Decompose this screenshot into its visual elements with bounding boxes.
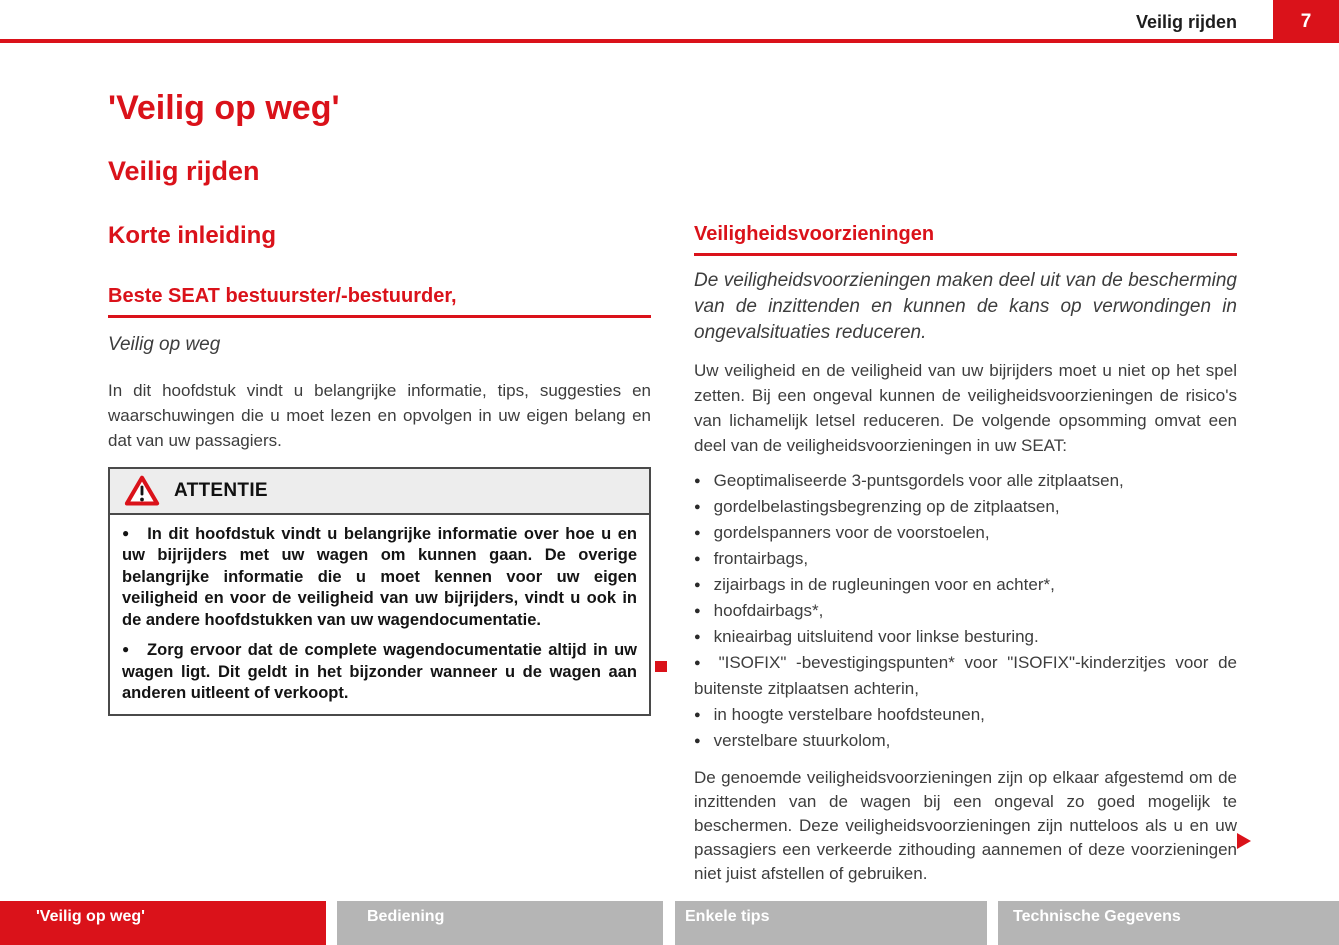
list-item-text: hoofdairbags*, <box>713 601 824 620</box>
list-item-text: gordelbelastingsbegrenzing op de zitplaatsen, <box>713 497 1060 516</box>
list-item-text: Geoptimaliseerde 3-puntsgordels voor alle zitplaatsen, <box>713 471 1124 490</box>
greeting-heading: Beste SEAT bestuurster/-bestuurder, <box>108 284 651 318</box>
list-item-text: frontairbags, <box>713 549 809 568</box>
list-item <box>694 494 1237 520</box>
attention-box-header <box>110 469 649 515</box>
footer-tab-technische-gegevens[interactable]: Technische Gegevens <box>998 901 1339 945</box>
attention-box <box>108 467 651 716</box>
bullet-dot <box>694 627 701 646</box>
list-item <box>694 468 1237 494</box>
footer-nav <box>0 901 1339 945</box>
bullet-dot <box>694 653 706 672</box>
bullet-dot <box>694 523 701 542</box>
intro-paragraph: In dit hoofdstuk vindt u belangrijke informatie, tips, suggesties en waarschuwingen die u moet lezen en opvolgen in uw eigen belang en dat van uw passagiers. <box>108 380 651 450</box>
list-item-text: zijairbags in de rugleuningen voor en achter*, <box>713 575 1055 594</box>
bullet-dot <box>694 497 701 516</box>
list-item <box>694 624 1237 650</box>
list-item-text: verstelbare stuurkolom, <box>713 731 891 750</box>
attention-title: ATTENTIE <box>174 479 268 501</box>
safety-feature-list <box>694 468 1237 754</box>
page-header-title: Veilig rijden <box>1135 12 1237 32</box>
list-item-text: gordelspanners voor de voorstoelen, <box>713 523 990 542</box>
bullet-dot <box>122 525 131 543</box>
list-item <box>694 572 1237 598</box>
bullet-dot <box>694 575 701 594</box>
list-item <box>694 650 1237 702</box>
chapter-title: 'Veilig op weg' <box>108 89 340 127</box>
attention-box-body <box>110 515 649 714</box>
lead-italic-left: Veilig op weg <box>108 333 221 355</box>
list-item <box>694 598 1237 624</box>
bullet-dot <box>694 549 701 568</box>
safety-paragraph-2: De genoemde veiligheidsvoorzieningen zijn op elkaar afgestemd om de inzittenden van de wagen bij een ongeval zo goed mogelijk te beschermen. Deze veiligheidsvoorzieningen zijn nutteloos als u en uw passagiers een verkeerde zithouding aannemen of deze voorzieningen niet juist afstellen of gebruiken. <box>694 768 1237 883</box>
attention-item <box>122 639 637 705</box>
list-item-text: in hoogte verstelbare hoofdsteunen, <box>713 705 985 724</box>
attention-item-text: In dit hoofdstuk vindt u belangrijke informatie over hoe u en uw bijrijders met uw wagen om kunnen gaan. De overige belangrijke informatie die u moet kennen voor uw eigen veiligheid en voor de veiligheid van uw bijrijders, vindt u ook in de andere hoofdstukken van uw wagendocumentatie. <box>122 524 637 629</box>
safety-paragraph-1: Uw veiligheid en de veiligheid van uw bijrijders moet u niet op het spel zetten. Bij een ongeval kunnen de veiligheidsvoorzieningen de risico's van lichamelijk letsel reduceren. De volgende opsomming omvat een deel van de veiligheidsvoorzieningen in uw SEAT: <box>694 361 1237 455</box>
footer-tab-veilig-op-weg[interactable]: 'Veilig op weg' <box>0 901 326 945</box>
right-column <box>694 222 1237 886</box>
safety-heading: Veiligheidsvoorzieningen <box>694 222 1237 256</box>
left-column <box>108 80 651 716</box>
warning-triangle-icon <box>124 475 160 507</box>
list-item <box>694 728 1237 754</box>
bullet-dot <box>694 705 701 724</box>
attention-item <box>122 523 637 632</box>
footer-tab-bediening[interactable]: Bediening <box>337 901 663 945</box>
bullet-dot <box>694 471 701 490</box>
section-end-marker <box>655 661 667 672</box>
chapter-subtitle: Veilig rijden <box>108 156 260 187</box>
attention-item-text: Zorg ervoor dat de complete wagendocumentatie altijd in uw wagen ligt. Dit geldt in het bijzonder wanneer u de wagen aan anderen uitleent of verkoopt. <box>122 641 638 703</box>
page-number-badge: 7 <box>1273 0 1339 43</box>
bullet-dot <box>694 601 701 620</box>
section-heading: Korte inleiding <box>108 221 276 249</box>
list-item-text: "ISOFIX" -bevestigingspunten* voor "ISOFIX"-kinderzitjes voor de buitenste zitplaatsen achterin, <box>694 653 1237 698</box>
list-item <box>694 520 1237 546</box>
bullet-dot <box>122 641 131 659</box>
lead-italic-right: De veiligheidsvoorzieningen maken deel uit van de bescherming van de inzittenden en kunnen de kans op verwondingen in ongevalsituaties reduceren. <box>694 270 1237 343</box>
list-item-text: knieairbag uitsluitend voor linkse besturing. <box>713 627 1039 646</box>
list-item <box>694 546 1237 572</box>
bullet-dot <box>694 731 701 750</box>
list-item <box>694 702 1237 728</box>
continuation-arrow-icon <box>1237 833 1251 849</box>
footer-tab-enkele-tips[interactable]: Enkele tips <box>675 901 987 945</box>
header-rule <box>0 39 1339 43</box>
